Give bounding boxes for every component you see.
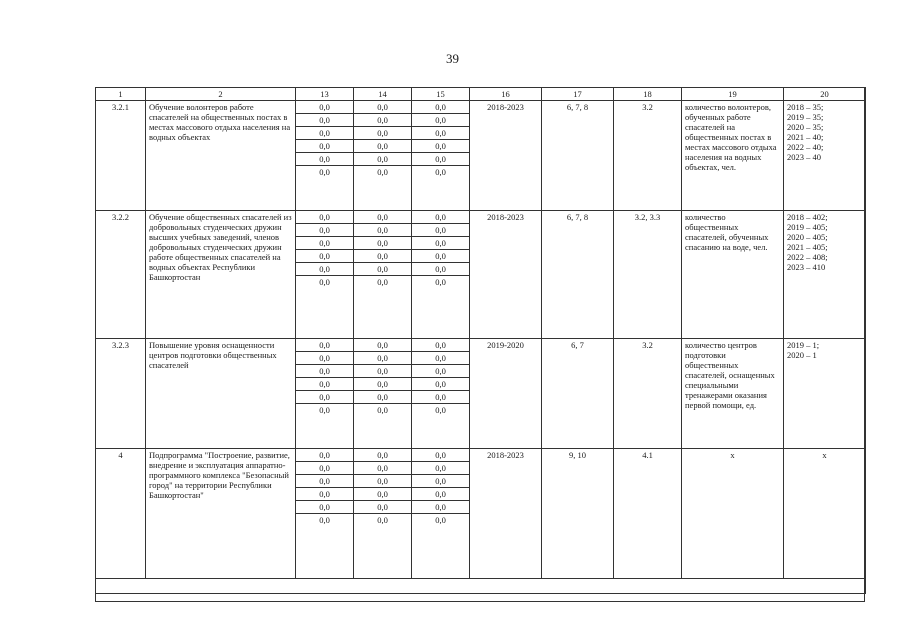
header-cell: 13 [296, 88, 354, 101]
value-cell: 0,0 [354, 263, 411, 276]
value-cell: 0,0 [354, 153, 411, 166]
value-cell: 0,0 [354, 224, 411, 237]
value-cell: 0,0 [296, 339, 353, 352]
value-cell: 0,0 [354, 127, 411, 140]
value-cell: 0,0 [435, 277, 446, 287]
target-values-cell [784, 211, 866, 339]
value-cell: 0,0 [412, 339, 469, 352]
target-value: 2020 – 405; [787, 232, 828, 242]
indicator-cell: х [682, 449, 784, 579]
row-id: 4 [96, 449, 146, 579]
row-id: 3.2.1 [96, 101, 146, 211]
value-cell: 0,0 [435, 515, 446, 525]
task-cell: 4.1 [614, 449, 682, 579]
value-column-c14 [354, 449, 412, 579]
value-cell: 0,0 [412, 449, 469, 462]
value-cell: 0,0 [412, 237, 469, 250]
value-cell: 0,0 [296, 237, 353, 250]
table-row [96, 339, 866, 449]
period-cell: 2018-2023 [470, 101, 542, 211]
value-cell: 0,0 [354, 391, 411, 404]
target-values-cell [784, 449, 866, 579]
row-id: 3.2.2 [96, 211, 146, 339]
header-row [96, 88, 866, 101]
target-value: х [822, 450, 827, 460]
value-cell: 0,0 [354, 114, 411, 127]
value-cell: 0,0 [296, 352, 353, 365]
value-cell: 0,0 [354, 250, 411, 263]
value-cell: 0,0 [354, 501, 411, 514]
value-cell: 0,0 [377, 277, 388, 287]
goal-cell: 6, 7, 8 [542, 211, 614, 339]
value-cell: 0,0 [412, 501, 469, 514]
value-cell: 0,0 [296, 114, 353, 127]
row-name: Обучение волонтеров работе спасателей на общественных постах в местах массового отдыха населения на водных объектах [146, 101, 296, 211]
table-row [96, 449, 866, 579]
value-column-c13 [296, 211, 354, 339]
target-value: 2021 – 40; [787, 132, 824, 142]
value-cell: 0,0 [296, 211, 353, 224]
value-cell: 0,0 [377, 515, 388, 525]
period-cell: 2019-2020 [470, 339, 542, 449]
target-value: 2018 – 35; [787, 102, 824, 112]
task-cell: 3.2 [614, 101, 682, 211]
target-value: 2018 – 402; [787, 212, 828, 222]
value-column-c13 [296, 449, 354, 579]
row-name: Подпрограмма "Построение, развитие, внедрение и эксплуатация аппаратно-программного комплекса "Безопасный город" на территории Республики Башкортостан" [146, 449, 296, 579]
value-cell: 0,0 [412, 378, 469, 391]
value-cell: 0,0 [296, 501, 353, 514]
indicator-cell: количество центров подготовки общественных спасателей, оснащенных специальными тренажерами оказания первой помощи, ед. [682, 339, 784, 449]
target-value: 2023 – 410 [787, 262, 826, 272]
value-cell: 0,0 [354, 378, 411, 391]
value-cell: 0,0 [296, 101, 353, 114]
header-cell: 19 [682, 88, 784, 101]
table-row [96, 211, 866, 339]
value-cell: 0,0 [319, 515, 330, 525]
value-cell: 0,0 [412, 488, 469, 501]
goal-cell: 9, 10 [542, 449, 614, 579]
value-column-c14 [354, 339, 412, 449]
value-column-c15 [412, 211, 470, 339]
target-value: 2020 – 35; [787, 122, 824, 132]
value-cell: 0,0 [296, 263, 353, 276]
value-column-c14 [354, 211, 412, 339]
value-cell: 0,0 [412, 211, 469, 224]
value-cell: 0,0 [412, 391, 469, 404]
header-cell: 1 [96, 88, 146, 101]
header-cell: 16 [470, 88, 542, 101]
value-column-c13 [296, 339, 354, 449]
value-cell: 0,0 [354, 449, 411, 462]
value-cell: 0,0 [354, 462, 411, 475]
target-value: 2021 – 405; [787, 242, 828, 252]
target-values-cell [784, 339, 866, 449]
program-table [95, 87, 866, 594]
value-cell: 0,0 [296, 378, 353, 391]
header-cell: 14 [354, 88, 412, 101]
target-value: 2023 – 40 [787, 152, 821, 162]
value-cell: 0,0 [412, 127, 469, 140]
value-cell: 0,0 [412, 250, 469, 263]
value-cell: 0,0 [412, 365, 469, 378]
goal-cell: 6, 7, 8 [542, 101, 614, 211]
value-cell: 0,0 [296, 153, 353, 166]
period-cell: 2018-2023 [470, 211, 542, 339]
value-cell: 0,0 [296, 250, 353, 263]
value-cell: 0,0 [296, 127, 353, 140]
value-cell: 0,0 [354, 140, 411, 153]
indicator-cell: количество общественных спасателей, обученных спасанию на воде, чел. [682, 211, 784, 339]
empty-row [96, 579, 866, 594]
page-number: 39 [446, 51, 459, 66]
table-row [96, 101, 866, 211]
value-cell: 0,0 [354, 101, 411, 114]
value-cell: 0,0 [412, 224, 469, 237]
target-value: 2019 – 405; [787, 222, 828, 232]
value-cell: 0,0 [354, 352, 411, 365]
value-cell: 0,0 [296, 391, 353, 404]
value-cell: 0,0 [296, 475, 353, 488]
value-cell: 0,0 [319, 167, 330, 177]
value-cell: 0,0 [412, 153, 469, 166]
value-column-c15 [412, 449, 470, 579]
target-values-cell [784, 101, 866, 211]
value-cell: 0,0 [354, 475, 411, 488]
header-cell: 18 [614, 88, 682, 101]
value-column-c13 [296, 101, 354, 211]
value-cell: 0,0 [412, 101, 469, 114]
value-cell: 0,0 [354, 237, 411, 250]
target-value: 2022 – 408; [787, 252, 828, 262]
target-value: 2022 – 40; [787, 142, 824, 152]
row-name: Обучение общественных спасателей из добровольных студенческих дружин высших учебных заведений, членов добровольных студенческих дружин работе общественных спасателей на водных объектах Республики Башкортостан [146, 211, 296, 339]
row-name: Повышение уровня оснащенности центров подготовки общественных спасателей [146, 339, 296, 449]
row-id: 3.2.3 [96, 339, 146, 449]
value-cell: 0,0 [435, 405, 446, 415]
value-cell: 0,0 [296, 224, 353, 237]
value-column-c15 [412, 101, 470, 211]
value-cell: 0,0 [354, 339, 411, 352]
target-value: 2019 – 35; [787, 112, 824, 122]
value-cell: 0,0 [319, 405, 330, 415]
value-cell: 0,0 [412, 140, 469, 153]
value-cell: 0,0 [296, 462, 353, 475]
indicator-cell: количество волонтеров, обученных работе спасателей на общественных постах в местах массового отдыха населения на водных объектах, чел. [682, 101, 784, 211]
target-value: 2020 – 1 [787, 350, 817, 360]
value-cell: 0,0 [296, 449, 353, 462]
value-cell: 0,0 [412, 475, 469, 488]
value-cell: 0,0 [412, 263, 469, 276]
period-cell: 2018-2023 [470, 449, 542, 579]
header-cell: 20 [784, 88, 866, 101]
header-cell: 15 [412, 88, 470, 101]
value-cell: 0,0 [377, 167, 388, 177]
target-value: 2019 – 1; [787, 340, 820, 350]
value-cell: 0,0 [412, 352, 469, 365]
header-cell: 17 [542, 88, 614, 101]
value-cell: 0,0 [354, 365, 411, 378]
task-cell: 3.2, 3.3 [614, 211, 682, 339]
value-cell: 0,0 [435, 167, 446, 177]
value-cell: 0,0 [296, 140, 353, 153]
value-column-c15 [412, 339, 470, 449]
value-cell: 0,0 [354, 211, 411, 224]
header-cell: 2 [146, 88, 296, 101]
task-cell: 3.2 [614, 339, 682, 449]
empty-cell [96, 579, 866, 594]
value-cell: 0,0 [354, 488, 411, 501]
value-column-c14 [354, 101, 412, 211]
value-cell: 0,0 [377, 405, 388, 415]
value-cell: 0,0 [296, 365, 353, 378]
value-cell: 0,0 [412, 462, 469, 475]
goal-cell: 6, 7 [542, 339, 614, 449]
value-cell: 0,0 [296, 488, 353, 501]
value-cell: 0,0 [412, 114, 469, 127]
value-cell: 0,0 [319, 277, 330, 287]
